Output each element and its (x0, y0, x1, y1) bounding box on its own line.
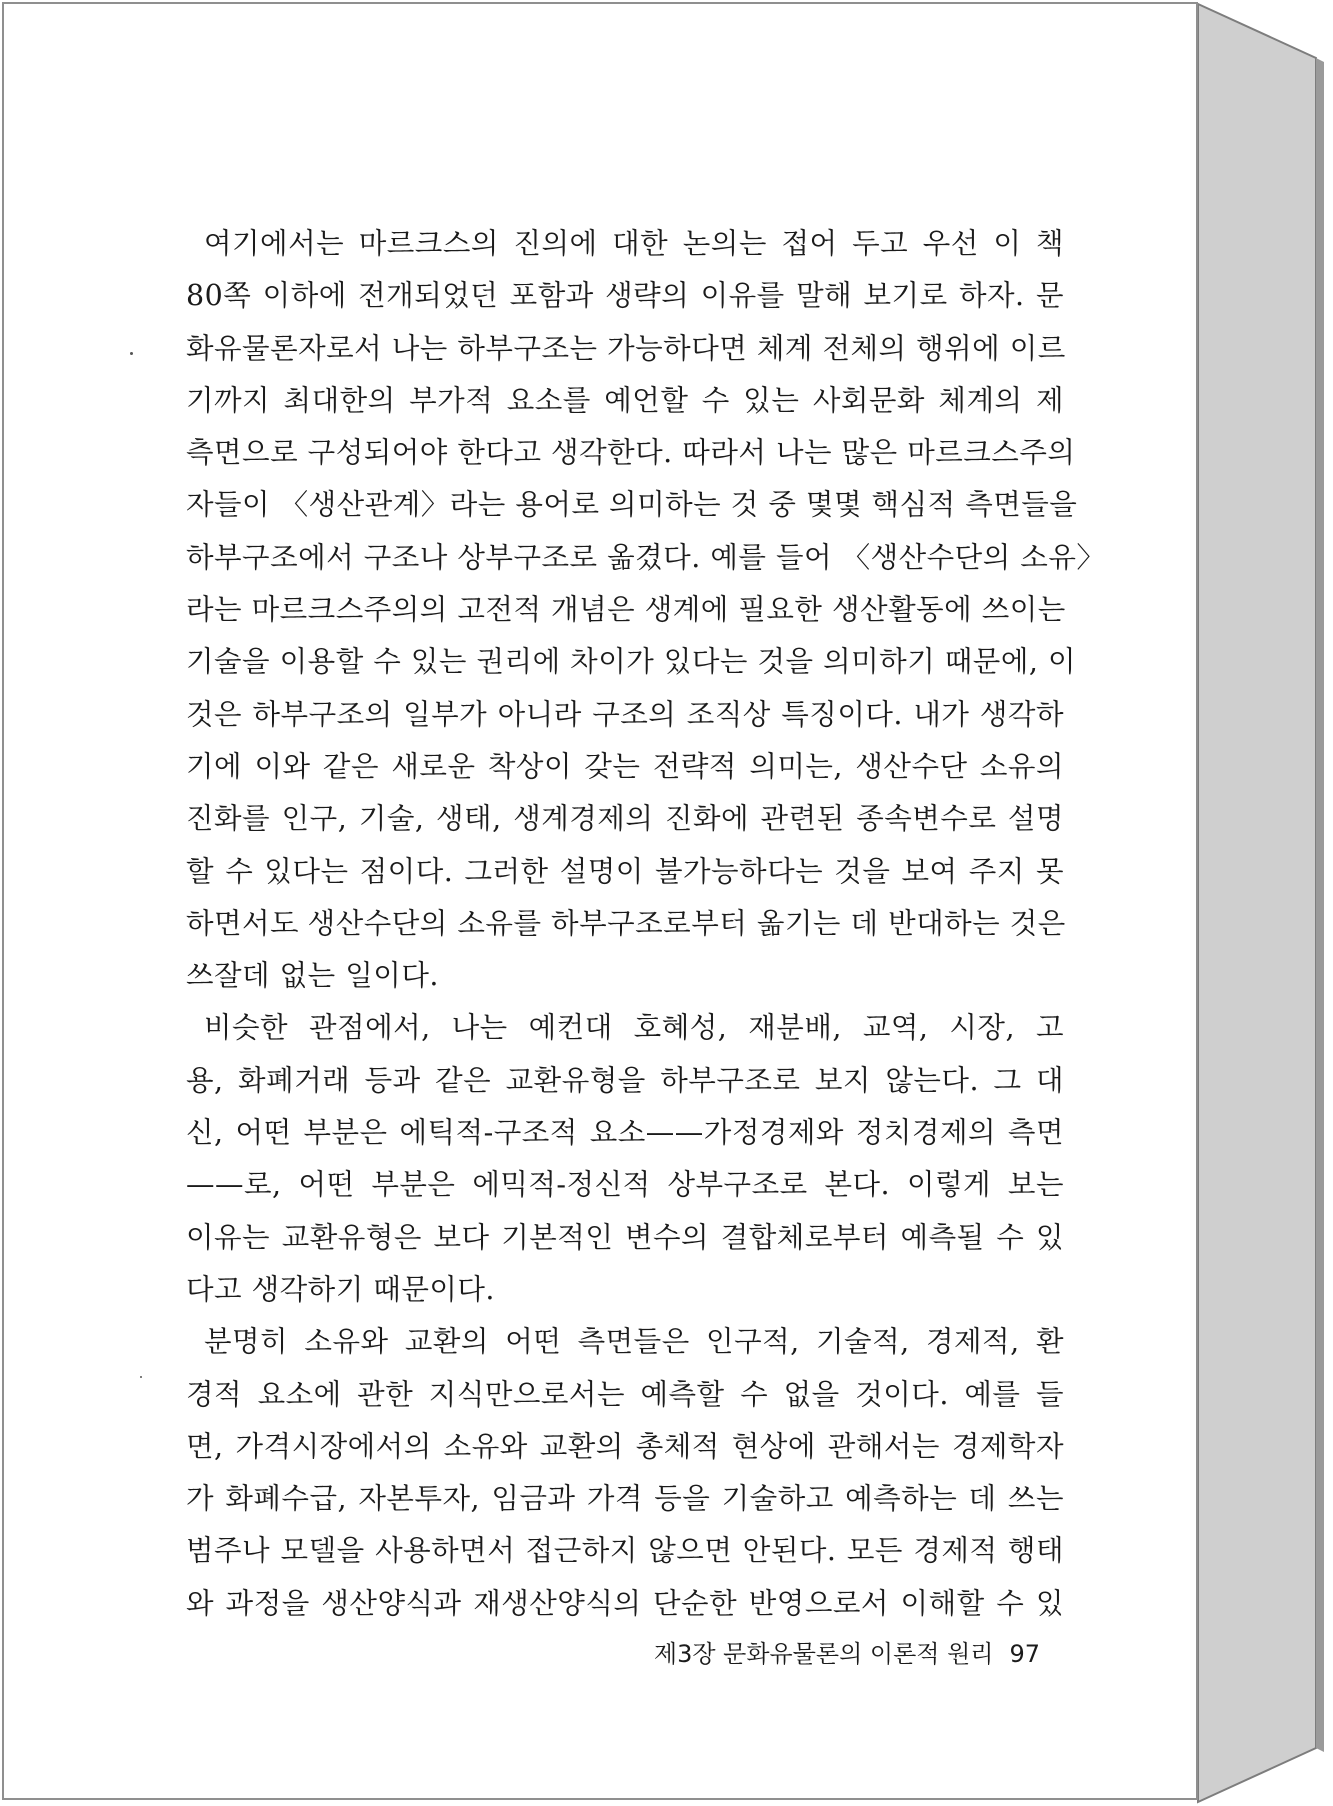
body-text (186, 218, 1106, 1630)
text-line: 가 화폐수급, 자본투자, 임금과 가격 등을 기술하고 예측하는 데 쓰는 (186, 1482, 1064, 1516)
text-line: 자들이 〈생산관계〉라는 용어로 의미하는 것 중 몇몇 핵심적 측면들을 (186, 488, 1078, 522)
text-line: 할 수 있다는 점이다. 그러한 설명이 불가능하다는 것을 보여 주지 못 (186, 854, 1064, 888)
text-line: 다고 생각하기 때문이다. (186, 1272, 495, 1306)
text-line: 신, 어떤 부분은 에틱적-구조적 요소——가정경제와 정치경제의 측면 (186, 1116, 1064, 1150)
text-line: 쓰잘데 없는 일이다. (186, 959, 439, 993)
text-line: 와 과정을 생산양식과 재생산양식의 단순한 반영으로서 이해할 수 있 (186, 1586, 1064, 1620)
book-edge-shade (1316, 58, 1324, 1752)
text-line: 라는 마르크스주의의 고전적 개념은 생계에 필요한 생산활동에 쓰이는 (186, 593, 1066, 627)
scan-speck (140, 1376, 142, 1378)
text-line: 하면서도 생산수단의 소유를 하부구조로부터 옮기는 데 반대하는 것은 (186, 906, 1066, 940)
text-line: 것은 하부구조의 일부가 아니라 구조의 조직상 특징이다. 내가 생각하 (186, 697, 1064, 731)
text-line: 용, 화폐거래 등과 같은 교환유형을 하부구조로 보지 않는다. 그 대 (186, 1063, 1064, 1097)
text-line: 분명히 소유와 교환의 어떤 측면들은 인구적, 기술적, 경제적, 환 (204, 1325, 1064, 1359)
book-edge-side (1198, 4, 1316, 1802)
running-title: 제3장 문화유물론의 이론적 원리 (653, 1640, 994, 1668)
text-line: ——로, 어떤 부분은 에믹적-정신적 상부구조로 본다. 이렇게 보는 (186, 1168, 1064, 1202)
text-line: 범주나 모델을 사용하면서 접근하지 않으면 안된다. 모든 경제적 행태 (186, 1534, 1064, 1568)
page-footer (640, 1634, 1040, 1669)
text-line: 비슷한 관점에서, 나는 예컨대 호혜성, 재분배, 교역, 시장, 고 (204, 1011, 1064, 1045)
text-line: 이유는 교환유형은 보다 기본적인 변수의 결합체로부터 예측될 수 있 (186, 1220, 1064, 1254)
page-number: 97 (1009, 1640, 1040, 1668)
text-line: 화유물론자로서 나는 하부구조는 가능하다면 체계 전체의 행위에 이르 (186, 331, 1066, 365)
text-line: 진화를 인구, 기술, 생태, 생계경제의 진화에 관련된 종속변수로 설명 (186, 802, 1064, 836)
text-line: 면, 가격시장에서의 소유와 교환의 총체적 현상에 관해서는 경제학자 (186, 1429, 1064, 1463)
text-line: 기까지 최대한의 부가적 요소를 예언할 수 있는 사회문화 체계의 제 (186, 383, 1064, 417)
text-line: 측면으로 구성되어야 한다고 생각한다. 따라서 나는 많은 마르크스주의 (186, 436, 1076, 470)
text-line: 경적 요소에 관한 지식만으로서는 예측할 수 없을 것이다. 예를 들 (186, 1377, 1064, 1411)
text-line: 여기에서는 마르크스의 진의에 대한 논의는 접어 두고 우선 이 책 (204, 227, 1064, 260)
text-line: 80쪽 이하에 전개되었던 포함과 생략의 이유를 말해 보기로 하자. 문 (186, 279, 1064, 313)
text-line: 기술을 이용할 수 있는 권리에 차이가 있다는 것을 의미하기 때문에, 이 (186, 645, 1077, 679)
text-line: 기에 이와 같은 새로운 착상이 갖는 전략적 의미는, 생산수단 소유의 (186, 749, 1064, 783)
text-line: 하부구조에서 구조나 상부구조로 옮겼다. 예를 들어 〈생산수단의 소유〉 (186, 540, 1106, 574)
scan-speck (130, 352, 133, 355)
